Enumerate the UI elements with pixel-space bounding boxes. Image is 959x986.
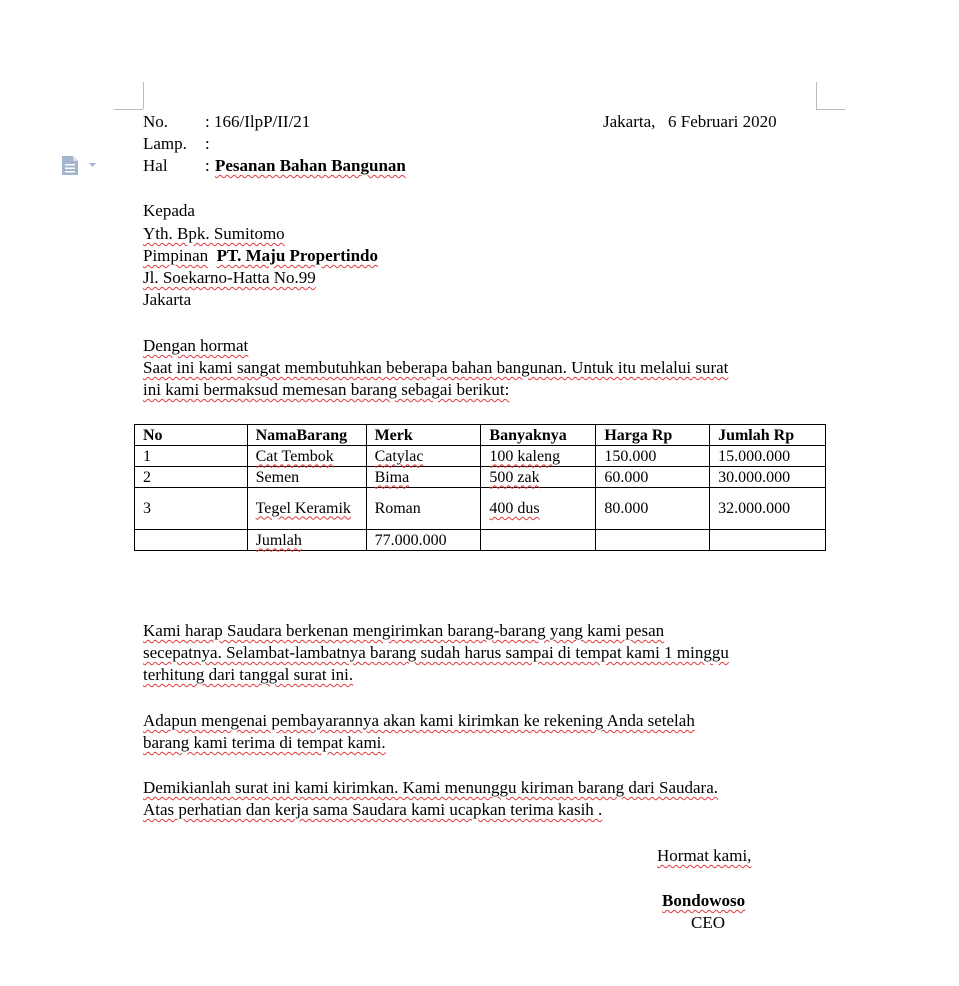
recipient-kepada: Kepada xyxy=(143,201,195,220)
number-value: : 166/IlpP/II/21 xyxy=(205,112,311,131)
signer-title: CEO xyxy=(691,913,725,932)
table-cell: 15.000.000 xyxy=(710,446,826,467)
recipient-company: PT. Maju Propertindo xyxy=(216,246,379,265)
order-table xyxy=(134,424,826,551)
paragraph-3-line-2: Atas perhatian dan kerja sama Saudara kami ucapkan terima kasih . xyxy=(143,800,603,819)
table-cell xyxy=(481,530,596,551)
table-row xyxy=(135,467,826,488)
table-cell: 1 xyxy=(135,446,248,467)
crop-mark-top-left xyxy=(114,109,143,110)
recipient-city: Jakarta xyxy=(143,290,192,309)
paragraph-1-line-1: Kami harap Saudara berkenan mengirimkan barang-barang yang kami pesan xyxy=(143,621,665,640)
column-header-amount: Jumlah Rp xyxy=(710,425,826,446)
letter-date: 6 Februari 2020 xyxy=(668,112,777,131)
crop-mark-top-right xyxy=(816,109,845,110)
subject-value: Pesanan Bahan Bangunan xyxy=(215,156,406,175)
attachment-value: : xyxy=(205,134,210,153)
paragraph-2-line-2: barang kami terima di tempat kami. xyxy=(143,733,386,752)
recipient-name: Yth. Bpk. Sumitomo xyxy=(143,224,285,243)
intro-line-1: Saat ini kami sangat membutuhkan beberapa bahan bangunan. Untuk itu melalui surat xyxy=(143,358,729,377)
table-cell: Semen xyxy=(247,467,366,488)
table-cell xyxy=(135,530,248,551)
number-label: No. xyxy=(143,112,169,131)
table-row xyxy=(135,446,826,467)
crop-mark-top-left xyxy=(143,82,144,109)
paragraph-3-line-1: Demikianlah surat ini kami kirimkan. Kami menunggu kiriman barang dari Saudara. xyxy=(143,778,719,797)
greeting: Dengan hormat xyxy=(143,336,249,355)
recipient-address: Jl. Soekarno-Hatta No.99 xyxy=(143,268,316,287)
signer-name: Bondowoso xyxy=(662,891,746,910)
table-cell xyxy=(596,530,710,551)
column-header-item: NamaBarang xyxy=(247,425,366,446)
paragraph-1-line-3: terhitung dari tanggal surat ini. xyxy=(143,665,354,684)
letter-place: Jakarta, xyxy=(603,112,656,131)
crop-mark-top-right xyxy=(816,82,817,109)
table-cell: Catylac xyxy=(366,446,481,467)
table-cell: 400 dus xyxy=(481,488,596,530)
column-header-quantity: Banyaknya xyxy=(481,425,596,446)
dropdown-arrow-icon xyxy=(89,163,96,167)
closing-salutation: Hormat kami, xyxy=(657,846,752,865)
table-cell: Roman xyxy=(366,488,481,530)
column-header-brand: Merk xyxy=(366,425,481,446)
paragraph-2-line-1: Adapun mengenai pembayarannya akan kami kirimkan ke rekening Anda setelah xyxy=(143,711,695,730)
subject-colon: : xyxy=(205,156,210,175)
table-row xyxy=(135,488,826,530)
table-cell: 32.000.000 xyxy=(710,488,826,530)
paragraph-options-button[interactable] xyxy=(61,155,101,182)
table-cell: 30.000.000 xyxy=(710,467,826,488)
attachment-label: Lamp. xyxy=(143,134,187,153)
table-header-row xyxy=(135,425,826,446)
table-cell: Tegel Keramik xyxy=(247,488,366,530)
paragraph-1-line-2: secepatnya. Selambat-lambatnya barang sudah harus sampai di tempat kami 1 minggu xyxy=(143,643,729,662)
table-cell: Bima xyxy=(366,467,481,488)
subject-label: Hal xyxy=(143,156,168,175)
table-cell xyxy=(710,530,826,551)
table-cell: 3 xyxy=(135,488,248,530)
table-cell: 60.000 xyxy=(596,467,710,488)
table-cell: 80.000 xyxy=(596,488,710,530)
table-cell: 2 xyxy=(135,467,248,488)
column-header-price: Harga Rp xyxy=(596,425,710,446)
table-cell: 150.000 xyxy=(596,446,710,467)
intro-line-2: ini kami bermaksud memesan barang sebagai berikut: xyxy=(143,380,510,399)
table-total-row xyxy=(135,530,826,551)
table-total-value: 77.000.000 xyxy=(366,530,481,551)
table-total-label: Jumlah xyxy=(247,530,366,551)
table-cell: 100 kaleng xyxy=(481,446,596,467)
recipient-position: Pimpinan PT. Maju Propertindo xyxy=(143,246,379,265)
table-cell: Cat Tembok xyxy=(247,446,366,467)
table-cell: 500 zak xyxy=(481,467,596,488)
document-icon xyxy=(62,156,78,175)
column-header-no: No xyxy=(135,425,248,446)
